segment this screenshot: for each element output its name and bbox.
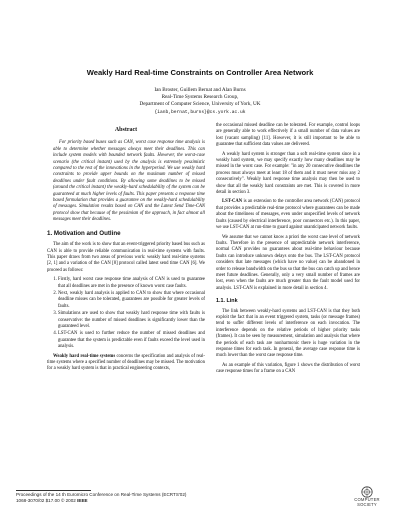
- abstract-text: For priority based buses such as CAN, worst case response time analysis is able to determine whether messages always meet their deadlines. This can include system models with bounded network faults. However, the worst-case scenario (the critical instant) used by the analysis is extremely pessimistic compared to the rest of the innovations in the hyperperiod. We use weakly hard constraints to provide upper bounds on the maximum number of missed deadlines under fault conditions. By allowing some deadlines to be missed (around the critical instant) the weakly-hard schedulability of the system can be guaranteed at much higher levels of faults. This paper presents a response time based formulation that provides a guarantee on the weakly-hard schedulability of messages. Simulation results based on CAN and the Latest Send Time-CAN protocol show that because of the pessimism of the approach, in fact almost all messages meet their deadlines.: [53, 140, 205, 223]
- section-1-paragraph-2: [47, 354, 205, 373]
- section-1-paragraph-3: the occasional missed deadline can be tolerated. For example, control loops are generally able to work effectively if a small number of data values are lost (vacant sampling) [11]. However, it is still important to be able to guarantee that sufficient data values are delivered.: [216, 123, 360, 148]
- lst-can-term: LST-CAN: [222, 199, 243, 205]
- author-department: Department of Computer Science, University of York, UK: [139, 101, 261, 108]
- logo-line-1: COMPUTER: [354, 497, 380, 502]
- contribution-item: 1. Firstly, hard worst case response time analysis of CAN is used to guarantee that all deadlines are met in the presence of known worst case faults.: [58, 277, 205, 290]
- ieee-label: IEEE: [77, 498, 88, 504]
- abstract-heading: Abstract: [114, 127, 138, 133]
- section-1-paragraph-5: [216, 199, 360, 231]
- author-block: [0, 87, 400, 116]
- right-column: [216, 123, 360, 379]
- section-1-paragraph-6: We assume that we cannot know a priori the worst case level of network faults. Therefore in the presence of unpredictable network interference, normal CAN provides no guarantees about real-time behaviour because faults can introduce unknown delays onto the bus. The LST-CAN protocol considers that late messages (which have no value) can be abandoned in order to release bandwidth on the bus so that the bus can catch up and hence meet future deadlines. Generally, only a very small number of frames are lost, even when the faults are much greater than the fault model used for analysis. LST-CAN is explained in more detail in section 4.: [216, 234, 360, 291]
- section-1-paragraph-4: A weakly hard system is stronger than a soft real-time system since in a weakly hard system, we may specify exactly how many deadlines may be missed in the worst case. For example: "in any 20 consecutive deadlines the process must always meet at least 18 of them and it must never miss any 2 consecutively". Weakly hard response time analysis may then be used to show that all the weakly hard constraints are met. This is covered in more detail in section 3.: [216, 151, 360, 196]
- author-names: Ian Broster, Guillem Bernat and Alan Burns: [154, 87, 246, 93]
- issn-line: [16, 498, 186, 504]
- computer-society-logo: [350, 486, 384, 514]
- contribution-item: 3. Simulations are used to show that weakly hard response time with faults is conservative: the number of missed deadlines is significantly lower than the guaranteed level.: [58, 311, 205, 330]
- proceedings-footer: [16, 492, 186, 504]
- issn-text: 1068-3070/02 $17.00 © 2002: [16, 498, 78, 504]
- left-column: [47, 123, 205, 376]
- author-email: {ianb,bernat,burns}@cs.york.ac.uk: [154, 109, 246, 115]
- section-1-heading: 1. Motivation and Outline: [47, 229, 121, 237]
- section-1-1-paragraph-2: As an example of this variation, figure 1 shows the distribution of worst case response times for a frame on a CAN: [216, 362, 360, 375]
- logo-line-2: SOCIETY: [357, 501, 377, 507]
- section-1-1-heading: 1.1. Link: [216, 298, 238, 305]
- contribution-item: 4. LST-CAN is used to further reduce the number of missed deadlines and guarantee that the system is predictable even if faults exceed the level used in analysis.: [58, 331, 205, 350]
- weakly-hard-term: Weakly hard real-time systems: [53, 353, 116, 359]
- author-group: Real-Time Systems Research Group,: [161, 94, 239, 101]
- paper-title: Weakly Hard Real-time Constraints on Controller Area Network: [86, 68, 314, 77]
- section-1-1-paragraph-1: The link between weakly-hard systems and LST-CAN is that they both exploit the fact that in an event triggered system, tasks (or message frames) tend to suffer different levels of interference on each invocation. The interference depends on the relative periods of higher priority tasks (frames). It can be seen by measurement, simulation and analysis that where the periods of each task are nonharmonic there is huge variation in the response times for each task. In general, the average case response time is much lower than the worst case response time.: [216, 308, 360, 359]
- footer-rule: [16, 490, 91, 491]
- section-1-paragraph-5-text: is an extension to the controller area network (CAN) protocol that provides a predictable real-time protocol where guarantees can be made about the timeliness of messages, even under unspecified levels of network faults (caused by electrical interference, poor connectors etc.). In this paper, we use LST-CAN at run-time to guard against unanticipated network faults.: [216, 199, 360, 231]
- contribution-list: [47, 277, 205, 350]
- section-1-paragraph-2-text: concerns the specification and analysis of real-time systems where a specified number of deadlines may be missed. The motivation for a weakly hard system is that in practical engineering contexts,: [47, 353, 205, 372]
- section-1-paragraph-1: The aim of the work is to show that an event-triggered priority based bus such as CAN is able to provide reliable communication in real-time systems with faults. This paper draws from two areas of previous work: weakly hard real-time systems [2, 1] and a variation of the CAN [8] protocol called latest send time CAN [6]. We proceed as follows:: [47, 242, 205, 273]
- contribution-item: 2. Next, weakly hard analysis is applied to CAN to show that where occasional deadline misses can be tolerated, guarantees are possible for greater levels of faults.: [58, 291, 205, 310]
- proceedings-line: Proceedings of the 14 th Euromicro Conference on Real-Time Systems (ECRTS'02): [16, 492, 187, 497]
